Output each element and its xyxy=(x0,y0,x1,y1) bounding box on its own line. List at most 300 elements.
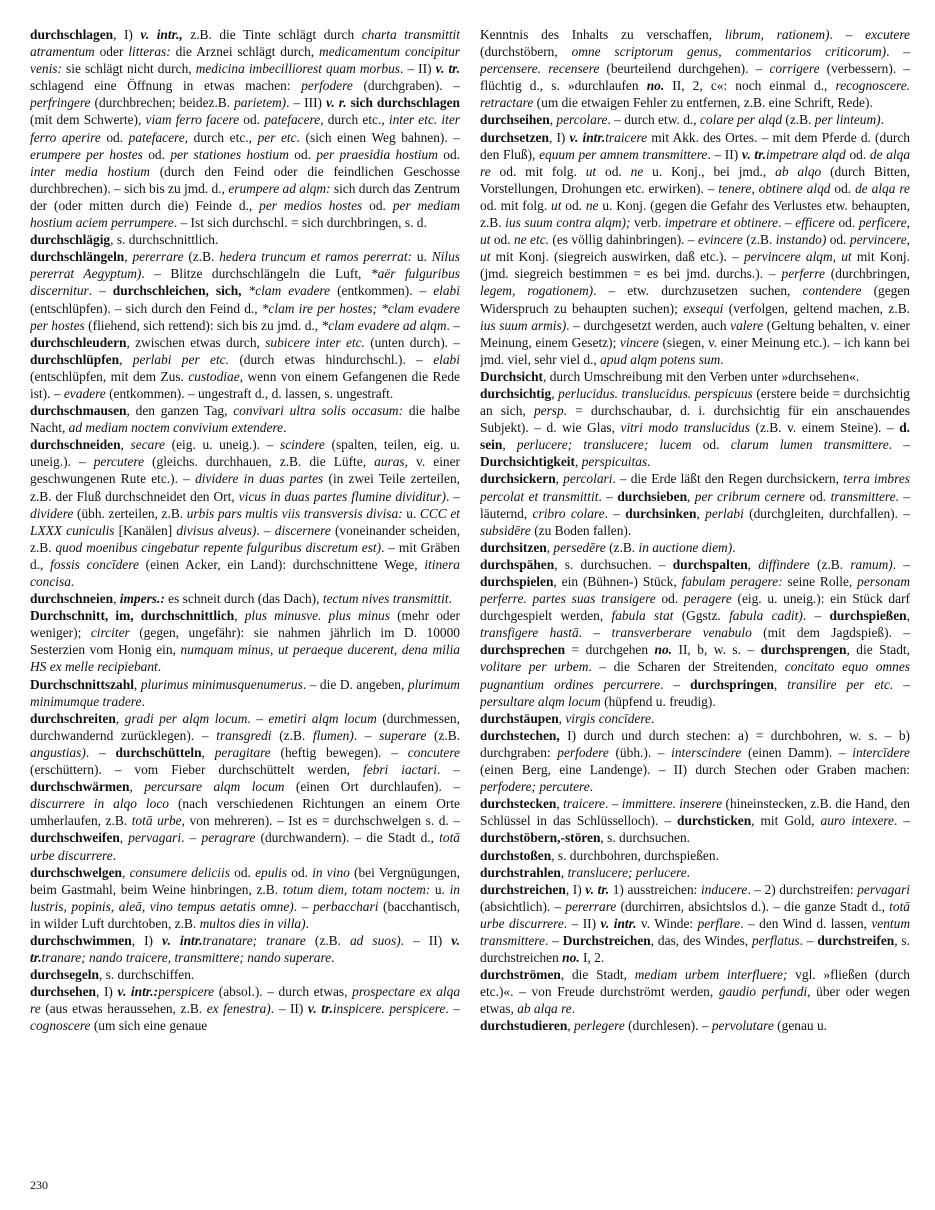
grammar-label: no. xyxy=(646,78,665,94)
entry-text: , xyxy=(122,864,130,880)
headword: Durchstreichen xyxy=(562,932,651,948)
latin-term: ius suum contra alqm); xyxy=(505,215,631,231)
latin-term: concutere xyxy=(407,744,460,760)
entry-text: . – xyxy=(886,44,910,60)
entry-text: , s. durchbohren, durchspießen. xyxy=(551,847,719,863)
latin-term: transilire per etc. xyxy=(787,676,894,692)
latin-term: superare xyxy=(379,727,427,743)
grammar-label: v. intr., xyxy=(140,27,183,42)
latin-term: scindere xyxy=(280,437,325,453)
entry-text: od. xyxy=(287,864,313,880)
right-column xyxy=(480,26,910,1178)
latin-term: inducere xyxy=(700,881,748,897)
entry-text: . xyxy=(720,351,724,367)
dictionary-entry xyxy=(30,932,460,966)
dictionary-entry xyxy=(30,402,460,436)
latin-term: translucere; perlucere xyxy=(567,864,687,880)
headword: durchsprengen xyxy=(760,642,847,658)
entry-text: . – xyxy=(247,710,269,726)
dictionary-entry xyxy=(30,26,460,231)
entry-text: . – xyxy=(778,215,796,231)
latin-term: perspicere xyxy=(158,984,215,1000)
entry-text: . xyxy=(589,779,594,795)
entry-text: , xyxy=(113,591,120,607)
entry-text: , xyxy=(124,249,133,265)
entry-text: , xyxy=(687,488,695,504)
headword: durchsichtig xyxy=(480,385,552,401)
entry-text: . xyxy=(880,112,884,128)
entry-text: . – xyxy=(578,625,612,641)
latin-term: vitri modo translucidus xyxy=(620,420,750,436)
latin-term: totā urbe discurrere xyxy=(480,898,910,931)
latin-term: pererrare xyxy=(132,249,184,265)
entry-text: die halbe Nacht, xyxy=(30,403,460,436)
entry-text: , s. durchschiffen. xyxy=(98,967,195,983)
latin-term: evincere xyxy=(698,232,743,248)
headword: durchstudieren xyxy=(480,1018,568,1034)
entry-text: (durchstöbern, xyxy=(480,44,572,60)
latin-term: perlucere; translucere; lucem xyxy=(516,437,692,453)
entry-text: (durchwandern). – die Stadt d., xyxy=(255,830,440,846)
latin-term: cribro colare xyxy=(532,505,605,521)
grammar-label: impers.: xyxy=(119,591,165,607)
entry-text: . – xyxy=(604,505,626,521)
dictionary-entry xyxy=(30,607,460,675)
entry-text: durch etc., xyxy=(188,129,258,145)
headword: durchstreichen xyxy=(480,881,566,897)
headword: durchspalten xyxy=(672,556,748,572)
latin-term: recognoscere. retractare xyxy=(480,78,910,111)
entry-text: (durch etwas hindurchschl.). – xyxy=(228,351,434,367)
entry-text: II, b, w. s. – xyxy=(672,642,761,658)
entry-text: verb. xyxy=(630,215,665,231)
entry-text: – xyxy=(893,676,910,692)
entry-text: (aus etwas heraussehen, z.B. xyxy=(40,1001,207,1017)
entry-text: . – xyxy=(598,488,618,504)
latin-term: persp. xyxy=(533,403,568,419)
entry-text: . – xyxy=(893,813,910,829)
latin-term: pervincere, ut xyxy=(480,232,910,265)
latin-term: auras, xyxy=(374,454,408,470)
latin-term: prospectare ex alqa re xyxy=(30,984,460,1017)
entry-text: (mit dem Jagdspieß). – xyxy=(751,625,910,641)
latin-term: medicina imbecilliorest quam morbus xyxy=(195,61,401,77)
latin-term: mediam urbem interfluere; xyxy=(634,967,788,983)
entry-text: , xyxy=(133,676,141,692)
entry-text: (z.B. xyxy=(305,932,350,948)
page-number: 230 xyxy=(30,1178,48,1192)
grammar-label: v. tr. xyxy=(741,146,766,162)
grammar-label: v. tr. xyxy=(585,881,610,897)
latin-term: percutere xyxy=(93,454,145,470)
entry-text: , xyxy=(906,608,910,624)
latin-term: discurrere in alqo loco xyxy=(30,796,169,812)
headword: durchschleudern xyxy=(30,334,127,350)
entry-text: (Ggstz. xyxy=(673,608,730,624)
latin-term: excutere xyxy=(865,27,910,42)
entry-text: (einen Berg, eine Landenge). – II) durch Stechen oder Graben machen: xyxy=(480,762,910,778)
latin-term: terra imbres percolat et transmittit xyxy=(480,471,910,504)
entry-text: . xyxy=(157,659,162,675)
entry-text: (z.B. xyxy=(426,727,460,743)
headword: durchschlängeln xyxy=(30,249,125,265)
entry-text: (durch Bitten, Vorstellungen, Drohungen etc. erwirken). – xyxy=(480,163,910,196)
latin-term: perbacchari xyxy=(312,898,379,914)
latin-term: de alqa re xyxy=(855,180,910,196)
latin-term: persultare alqm locum xyxy=(480,693,601,709)
entry-text: v. Winde: xyxy=(636,915,698,931)
latin-term: *clam evadere ad alqm xyxy=(321,317,447,333)
entry-text: od. xyxy=(826,232,850,248)
latin-term: ab alqo xyxy=(775,163,822,179)
entry-text: seine Rolle, xyxy=(782,574,858,589)
entry-text: , xyxy=(546,539,554,555)
entry-text: (bei Vergnügungen, beim Gastmahl, beim Weine hinbringen, z.B. xyxy=(30,864,460,897)
latin-term: exsequi xyxy=(683,300,724,316)
entry-text: . – 2) durchstreifen: xyxy=(747,881,858,897)
latin-term: flumen) xyxy=(312,727,354,743)
entry-text: , xyxy=(558,710,566,726)
entry-text: . – xyxy=(802,608,830,624)
entry-text: . – xyxy=(445,488,460,504)
latin-term: multos dies in villa) xyxy=(199,915,306,931)
latin-term: dividere in duas partes xyxy=(195,471,324,487)
entry-text: (einen Ort durchlaufen). – xyxy=(284,779,460,795)
entry-text: (mit dem Schwerte), xyxy=(30,112,146,128)
entry-text: od. xyxy=(691,437,731,453)
entry-text: (Geltung behalten, v. einer Meinung, einem Gesetz); xyxy=(480,317,910,350)
latin-term: circiter xyxy=(90,625,130,641)
entry-text: (absichtlich). – xyxy=(480,898,566,914)
entry-text: , xyxy=(119,830,129,846)
entry-text: u. Konj., bei jmd., xyxy=(643,163,776,179)
latin-term: dividere xyxy=(30,505,74,521)
headword: durchsticken xyxy=(677,813,752,829)
latin-term: inter etc. iter ferro aperire xyxy=(30,112,460,145)
entry-text: , die Stadt, xyxy=(560,967,635,983)
entry-text: . xyxy=(331,950,335,966)
latin-term: ut xyxy=(551,197,562,213)
latin-term: quod moenibus cingebatur repente fulguribus discretum est) xyxy=(55,539,382,555)
entry-text: mit Konj. (jmd. siegreich bestimmen = es bei jmd. durchs.). – xyxy=(480,249,910,282)
headword: durchspielen xyxy=(480,574,554,589)
entry-text: (z.B. xyxy=(782,112,815,128)
entry-text: . xyxy=(732,539,736,555)
latin-term: in auctione diem) xyxy=(638,539,733,555)
dictionary-entry xyxy=(30,231,460,248)
latin-term: perfodere xyxy=(557,744,609,760)
latin-term: transverberare venabulo xyxy=(611,625,752,641)
dictionary-entry xyxy=(480,129,910,368)
entry-text: (voneinander scheiden, z.B. xyxy=(30,522,460,555)
entry-text: sie schlägt nicht durch, xyxy=(61,61,196,77)
latin-term: elabi xyxy=(433,351,460,367)
latin-term: convivari ultra solis occasum: xyxy=(233,403,404,419)
headword: durchsetzen xyxy=(480,129,549,145)
latin-term: fabula stat xyxy=(611,608,674,624)
entry-text: I) durch und durch stechen: a) = durchbohren, w. s. – b) durchgraben: xyxy=(480,727,910,760)
entry-text: . xyxy=(571,1001,576,1017)
entry-text: , xyxy=(556,796,564,812)
latin-term: immittere. inserere xyxy=(621,796,723,812)
latin-term: patefacere, xyxy=(128,129,189,145)
latin-term: plus minusve. plus minus xyxy=(244,608,390,624)
entry-text: u. Konj. (gegen die Gefahr des Verlustes etw. behaupten, z.B. xyxy=(480,197,910,231)
entry-text: , xyxy=(549,112,557,128)
latin-term: hedera truncum et ramos pererrat: xyxy=(219,249,413,265)
headword: durchstoßen xyxy=(480,847,552,863)
headword: durchspießen xyxy=(829,608,907,624)
latin-term: diffindere xyxy=(758,556,810,572)
headword: durchschwelgen xyxy=(30,864,123,880)
dictionary-entry xyxy=(30,248,460,402)
entry-text: . – durch etw. d., xyxy=(607,112,700,128)
latin-term: pervagari xyxy=(857,881,910,897)
entry-text: (bacchantisch, in wilder Luft durchtoben, z.B. xyxy=(30,898,460,931)
entry-text: . – xyxy=(256,522,275,538)
entry-text: od. xyxy=(490,232,514,248)
latin-term: in vino xyxy=(312,864,350,880)
entry-text: . xyxy=(112,847,117,863)
dictionary-entry xyxy=(480,26,910,111)
entry-text: . – II) xyxy=(563,915,601,931)
latin-term: divisus alveus) xyxy=(176,522,257,538)
latin-term: viam ferro facere xyxy=(145,112,240,128)
headword: durchschreiten xyxy=(30,710,116,726)
headword: durchspringen xyxy=(690,676,774,692)
entry-text: (entkommen). – xyxy=(330,283,434,299)
latin-term: per medios hostes xyxy=(259,197,363,213)
dictionary-entry xyxy=(480,556,910,710)
grammar-label: v. tr. xyxy=(435,61,460,77)
entry-text: mit Akk. des Ortes. – mit dem Pferde d. (durch den Fluß), xyxy=(480,129,910,162)
latin-term: instando) xyxy=(775,232,827,248)
grammar-label: v. tr. xyxy=(30,932,460,966)
headword: durchstreifen xyxy=(817,932,895,948)
headword: durchschlägig xyxy=(30,232,111,248)
entry-text: od. xyxy=(655,591,684,607)
latin-term: ne etc. xyxy=(513,232,549,248)
entry-text: . – xyxy=(888,437,910,453)
entry-text: (heftig bewegen). – xyxy=(270,744,408,760)
entry-text: v. einer geschwungenen Rute etc.). – xyxy=(30,454,460,487)
entry-text: , mit Gold, xyxy=(751,813,821,829)
latin-term: per praesidia hostium xyxy=(316,146,438,162)
latin-term: evadere xyxy=(63,385,106,401)
dictionary-entry xyxy=(30,436,460,590)
entry-text: . xyxy=(70,574,75,589)
latin-term: intercīdere xyxy=(852,744,910,760)
grammar-label: v. intr.: xyxy=(117,984,159,1000)
latin-term: *clam ire per hostes; *clam evadere per hostes xyxy=(30,300,460,333)
headword: Durchsicht xyxy=(480,368,543,384)
headword: durchsehen xyxy=(30,984,96,1000)
entry-text: od. xyxy=(834,215,859,231)
entry-text: (um die etwaigen Fehler zu entfernen, z.B. eine Schrift, Rede). xyxy=(533,95,873,111)
entry-text: (eig. u. uneig.): ein Stück darf durchgespielt werden, xyxy=(480,591,910,624)
latin-term: elabi xyxy=(433,283,460,299)
entry-text: od. xyxy=(229,864,256,880)
entry-text: . – läuternd, xyxy=(480,488,910,521)
dictionary-entry xyxy=(30,966,460,983)
entry-text: , s. durchschnittlich. xyxy=(110,232,219,248)
entry-text: . – die D. angeben, xyxy=(302,676,408,692)
entry-text: , xyxy=(696,505,706,521)
latin-term: percolari xyxy=(563,471,613,487)
dictionary-entry xyxy=(480,710,910,727)
entry-text: . – II) xyxy=(400,932,452,948)
grammar-label: v. intr. xyxy=(600,915,637,931)
entry-text: (durchgraben). – xyxy=(352,78,460,94)
entry-text: . – xyxy=(799,932,818,948)
entry-text: (z.B. xyxy=(183,249,220,265)
latin-term: per etc. xyxy=(257,129,300,145)
headword: durchschwärmen xyxy=(30,779,130,795)
entry-text: . – xyxy=(892,556,910,572)
entry-text: od. xyxy=(561,197,586,213)
latin-term: per mediam hostium aciem perrumpere xyxy=(30,197,460,231)
dictionary-entry xyxy=(480,966,910,1017)
headword: Durchsichtigkeit xyxy=(480,454,575,470)
dictionary-entry xyxy=(480,727,910,795)
headword: durchseihen xyxy=(480,112,550,128)
entry-text: , I) xyxy=(131,932,163,948)
entry-text: . – xyxy=(436,762,460,778)
entry-text: od. xyxy=(239,112,265,128)
headword: durchsickern xyxy=(480,471,556,487)
latin-term: custodiae, xyxy=(188,368,243,384)
latin-term: perficere, ut xyxy=(480,215,910,248)
entry-text: (erstere beide = durchsichtig an sich, xyxy=(480,385,910,419)
latin-term: ventum transmittere xyxy=(480,915,910,948)
latin-term: patefacere, xyxy=(264,112,324,128)
latin-term: emetiri alqm locum xyxy=(268,710,377,726)
entry-text: , xyxy=(567,1018,575,1034)
latin-term: virgis concīdere xyxy=(565,710,651,726)
grammar-label: v. r. xyxy=(325,95,347,111)
entry-text xyxy=(242,283,249,298)
entry-text: (übh. zerteilen, z.B. xyxy=(73,505,187,521)
entry-text: , xyxy=(129,779,145,795)
latin-term: librum, rationem) xyxy=(724,27,830,42)
entry-text: . – Blitze durchschlängeln die Luft, xyxy=(141,266,371,282)
dictionary-entry xyxy=(30,590,460,607)
latin-term: persedēre xyxy=(553,539,606,555)
entry-text: sich durch das Zentrum der (oder mitten durch die) Feinde d., xyxy=(30,180,460,213)
entry-text: (absol.). – durch etwas, xyxy=(214,984,353,1000)
dictionary-entry xyxy=(480,385,910,470)
entry-text: od. xyxy=(596,163,631,179)
latin-term: inspicere. perspicere xyxy=(332,1001,446,1017)
entry-text: , I) xyxy=(548,129,570,145)
dictionary-page xyxy=(30,26,910,1178)
latin-term: fabula cadit) xyxy=(729,608,803,624)
latin-term: volitare per urbem xyxy=(480,659,589,675)
latin-term: traicere xyxy=(605,129,648,145)
entry-text: oder xyxy=(94,44,129,60)
entry-text: (gegen Widerspruch zu behaupten suchen); xyxy=(480,283,910,316)
latin-term: traicere xyxy=(563,796,605,812)
grammar-label: v. tr. xyxy=(307,1001,333,1017)
entry-text: (z.B. xyxy=(809,556,851,572)
entry-text: . – III) xyxy=(286,95,326,111)
entry-text: (z.B. xyxy=(742,232,776,248)
entry-text: (durchirren, absichtslos d.). – die ganze Stadt d., xyxy=(616,898,890,914)
entry-text: od. xyxy=(805,488,831,504)
entry-text: (um sich eine genaue xyxy=(90,1018,208,1034)
entry-text: od. mit folg. xyxy=(480,197,552,213)
headword: durchschneiden xyxy=(30,437,121,453)
latin-term: per stationes hostium xyxy=(170,146,289,162)
entry-text: . – die Scharen der Streitenden, xyxy=(588,659,785,675)
entry-text: . – xyxy=(829,27,866,42)
latin-term: perfodere; percutere xyxy=(480,779,590,795)
entry-text: , I) xyxy=(565,881,586,897)
latin-term: de alqa re xyxy=(480,146,910,179)
entry-text: , s. durchsuchen. – xyxy=(554,556,673,572)
entry-text: = durchschaubar, d. i. durchsichtig für ein anschauendes Subjekt). – d. wie Glas, xyxy=(480,403,910,436)
entry-text: . – xyxy=(293,898,313,914)
latin-term: ex fenestra) xyxy=(206,1001,271,1017)
entry-text: (entkommen). – ungestraft d., d. lassen, s. ungestraft. xyxy=(105,385,394,401)
entry-text: . xyxy=(141,693,145,709)
headword: durchsitzen xyxy=(480,539,547,555)
entry-text: . – mit Gräben d., xyxy=(30,539,460,572)
left-column xyxy=(30,26,460,1178)
entry-text: . – xyxy=(445,1001,460,1017)
entry-text: (durch den Feind oder die feindlichen Geschosse durchbrechen). – sich bis zu jmd. d., xyxy=(30,163,460,196)
latin-term: vincere xyxy=(619,334,659,350)
entry-text: (unten durch). – xyxy=(364,334,460,350)
latin-term: perferre xyxy=(781,266,825,282)
dictionary-entry xyxy=(480,1017,910,1034)
latin-term: *aër fulguribus discernitur xyxy=(30,266,460,299)
latin-term: legem, rogationem) xyxy=(480,283,594,299)
latin-term: perlucidus. translucidus. perspicuus xyxy=(558,385,753,401)
entry-text: , ein (Bühnen-) Stück, xyxy=(553,574,682,589)
dictionary-entry xyxy=(480,368,910,385)
entry-text: od. xyxy=(142,146,171,162)
latin-term: cognoscere xyxy=(30,1018,91,1034)
latin-term: CCC et LXXX cuniculis xyxy=(30,505,460,538)
entry-text: . – xyxy=(544,932,563,948)
entry-text: u. xyxy=(402,505,420,521)
latin-term: ramum) xyxy=(850,556,893,572)
latin-term: interscindere xyxy=(671,744,742,760)
entry-text: (in zwei Teile zerteilen, z.B. der Fluß durchschneidet den Ort, xyxy=(30,471,460,504)
entry-text: (nach verschiedenen Richtungen an einem Orte umherlaufen, z.B. xyxy=(30,796,460,829)
dictionary-entry xyxy=(30,983,460,1034)
latin-term: perflatus xyxy=(751,932,800,948)
latin-term: auro intexere xyxy=(820,813,894,829)
headword: durchstäupen xyxy=(480,710,559,726)
entry-text: (gleichs. durchhauen, z.B. die Lüfte, xyxy=(144,454,375,470)
entry-text: (durchlesen). – xyxy=(624,1018,712,1034)
entry-text: (erschüttern). – vom Fieber durchschüttelt werden, xyxy=(30,762,363,778)
entry-text: od. xyxy=(845,146,870,162)
entry-text: schlagend eine Öffnung in etwas machen: xyxy=(30,78,302,94)
latin-term: pervincere alqm, ut xyxy=(743,249,852,265)
latin-term: omne scriptorum genus, commentarios criticorum) xyxy=(571,44,887,60)
latin-term: equum per amnem transmittere xyxy=(539,146,708,162)
dictionary-entry xyxy=(480,864,910,881)
latin-term: concitato equo omnes pugnantium ordines percurrere xyxy=(480,659,910,692)
entry-text: (beurteilend durchgehen). – xyxy=(599,61,770,77)
entry-text: , s. durchstreichen xyxy=(480,932,910,966)
latin-term: urbis pars multis viis transversis divisa: xyxy=(186,505,403,521)
dictionary-entry xyxy=(480,539,910,556)
entry-text: , die Stadt, xyxy=(846,642,910,658)
